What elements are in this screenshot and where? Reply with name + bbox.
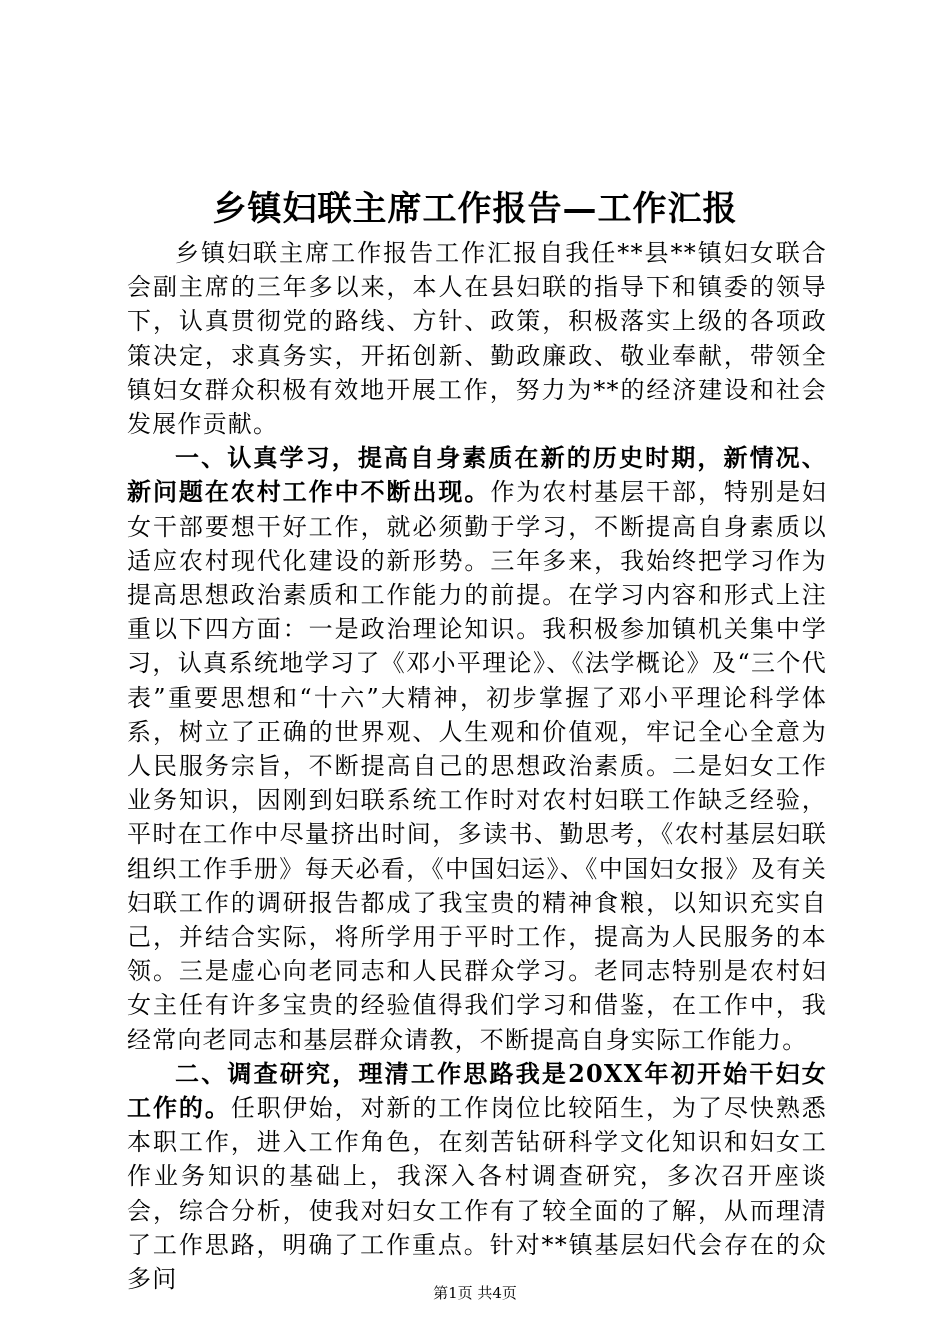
paragraph-text: 乡镇妇联主席工作报告工作汇报自我任**县**镇妇女联合会副主席的三年多以来，本人在县妇联的指导下和镇委的领导下，认真贯彻党的路线、方针、政策，积极落实上级的各项政策决定，求真务实，开拓创新、勤政廉政、敬业奉献，带领全镇妇女群众积极有效地开展工作，努力为**的经济建设和社会发展作贡献。 xyxy=(127,239,827,439)
paragraph-section-1 xyxy=(127,441,827,1057)
paragraph-text: 作为农村基层干部，特别是妇女干部要想干好工作，就必须勤于学习，不断提高自身素质以适应农村现代化建设的新形势。三年多来，我始终把学习作为提高思想政治素质和工作能力的前提。在学习内容和形式上注重以下四方面：一是政治理论知识。我积极参加镇机关集中学习，认真系统地学习了《邓小平理论》、《法学概论》及“三个代表”重要思想和“十六”大精神，初步掌握了邓小平理论科学体系，树立了正确的世界观、人生观和价值观，牢记全心全意为人民服务宗旨，不断提高自己的思想政治素质。二是妇女工作业务知识，因刚到妇联系统工作时对农村妇联工作缺乏经验，平时在工作中尽量挤出时间，多读书、勤思考，《农村基层妇联组织工作手册》每天必看，《中国妇运》、《中国妇女报》及有关妇联工作的调研报告都成了我宝贵的精神食粮，以知识充实自己，并结合实际，将所学用于平时工作，提高为人民服务的本领。三是虚心向老同志和人民群众学习。老同志特别是农村妇女主任有许多宝贵的经验值得我们学习和借鉴，在工作中，我经常向老同志和基层群众请教，不断提高自身实际工作能力。 xyxy=(127,478,827,1054)
document-title: 乡镇妇联主席工作报告—工作汇报 xyxy=(212,189,738,229)
paragraph-text: 任职伊始，对新的工作岗位比较陌生，为了尽快熟悉本职工作，进入工作角色，在刻苦钻研科学文化知识和妇女工作业务知识的基础上，我深入各村调查研究，多次召开座谈会，综合分析，使我对妇女工作有了较全面的了解，从而理清了工作思路，明确了工作重点。针对**镇基层妇代会存在的众多问 xyxy=(127,1094,827,1294)
section-heading: 二、调查研究，理清工作思路我是20XX年初开始干妇女工作的。 xyxy=(127,1058,827,1123)
paragraph-intro xyxy=(127,236,827,441)
section-heading: 一、认真学习，提高自身素质在新的历史时期，新情况、新问题在农村工作中不断出现。 xyxy=(127,443,827,507)
page-number-footer: 第1页 共4页 xyxy=(433,1284,517,1302)
document-body xyxy=(127,236,827,1296)
paragraph-section-2 xyxy=(127,1057,827,1296)
